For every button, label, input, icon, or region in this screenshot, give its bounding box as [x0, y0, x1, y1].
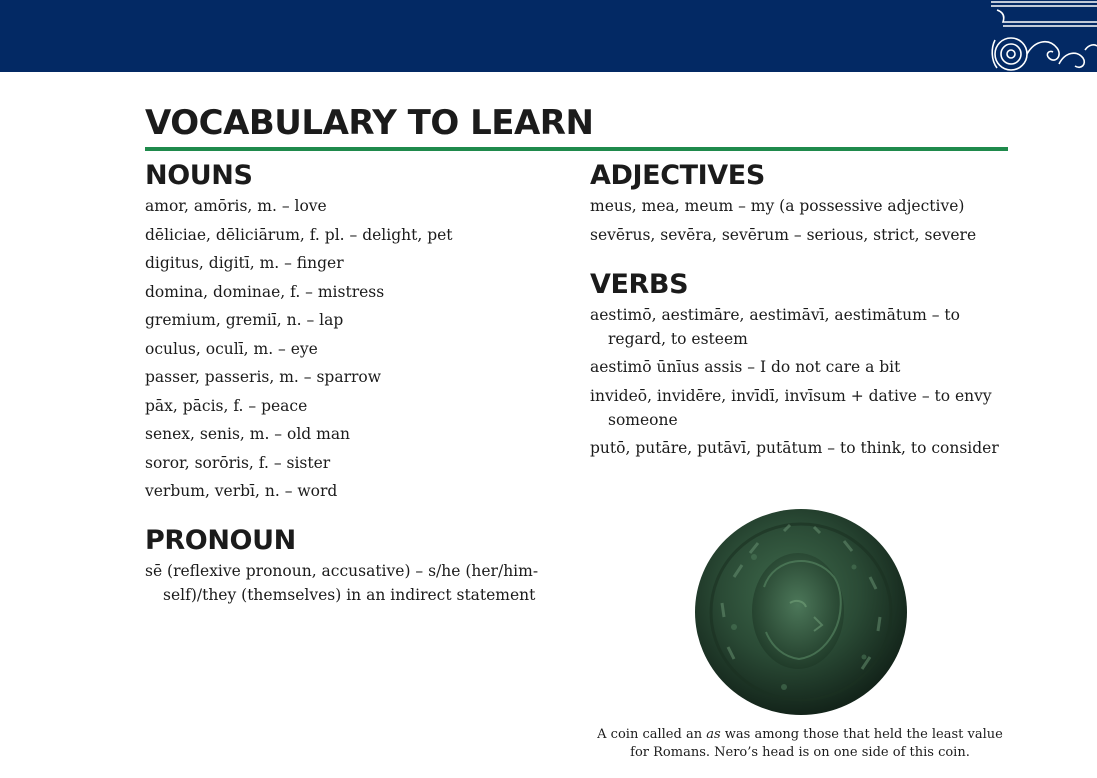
caption-italic-term: as	[706, 727, 721, 742]
noun-entry: senex, senis, m. – old man	[145, 425, 351, 443]
nouns-heading: NOUNS	[145, 160, 253, 191]
noun-entry: oculus, oculī, m. – eye	[145, 339, 318, 358]
verbs-list	[590, 303, 1010, 461]
pronoun-entry: sē (reflexive pronoun, accusative) – s/he (her/him-self)/they (themselves) in an indirect statement	[145, 562, 539, 604]
noun-entry: digitus, digitī, m. – finger	[145, 254, 344, 272]
bronze-coin-image	[694, 507, 909, 717]
adjectives-heading: ADJECTIVES	[590, 160, 765, 191]
top-color-band	[0, 0, 1097, 72]
verbs-heading: VERBS	[590, 268, 689, 300]
ionic-capital-icon	[989, 0, 1097, 72]
noun-entry: dēliciae, dēliciārum, f. pl. – delight, pet	[145, 225, 453, 244]
pronoun-list	[145, 559, 555, 607]
verb-entry: invideō, invidēre, invīdī, invīsum + dative – to envy someone	[590, 386, 992, 429]
noun-entry: domina, dominae, f. – mistress	[145, 282, 385, 301]
noun-entry: pāx, pācis, f. – peace	[145, 396, 308, 415]
noun-entry: passer, passeris, m. – sparrow	[145, 368, 381, 386]
adjectives-list	[590, 194, 1010, 247]
nouns-list	[145, 194, 555, 503]
verb-entry: aestimō, aestimāre, aestimāvī, aestimātum – to regard, to esteem	[590, 305, 960, 348]
right-column	[590, 158, 1010, 465]
noun-entry: amor, amōris, m. – love	[145, 197, 327, 215]
pronoun-heading: PRONOUN	[145, 525, 296, 556]
figure-caption	[590, 726, 1010, 762]
adjective-entry: sevērus, sevēra, sevērum – serious, strict, severe	[590, 225, 977, 244]
noun-entry: gremium, gremiī, n. – lap	[145, 311, 344, 329]
noun-entry: soror, sorōris, f. – sister	[145, 453, 331, 472]
noun-entry: verbum, verbī, n. – word	[145, 482, 338, 500]
left-column	[145, 158, 555, 612]
title-rule	[145, 147, 1008, 151]
verb-entry: putō, putāre, putāvī, putātum – to think, to consider	[590, 439, 999, 457]
page-title: VOCABULARY TO LEARN	[145, 103, 594, 143]
caption-text-start: A coin called an	[597, 727, 707, 742]
adjective-entry: meus, mea, meum – my (a possessive adjective)	[590, 197, 965, 215]
caption-text-end: was among those that held the least value for Romans. Nero’s head is on one side of this coin.	[630, 727, 1003, 760]
verb-entry: aestimō ūnīus assis – I do not care a bit	[590, 358, 901, 376]
